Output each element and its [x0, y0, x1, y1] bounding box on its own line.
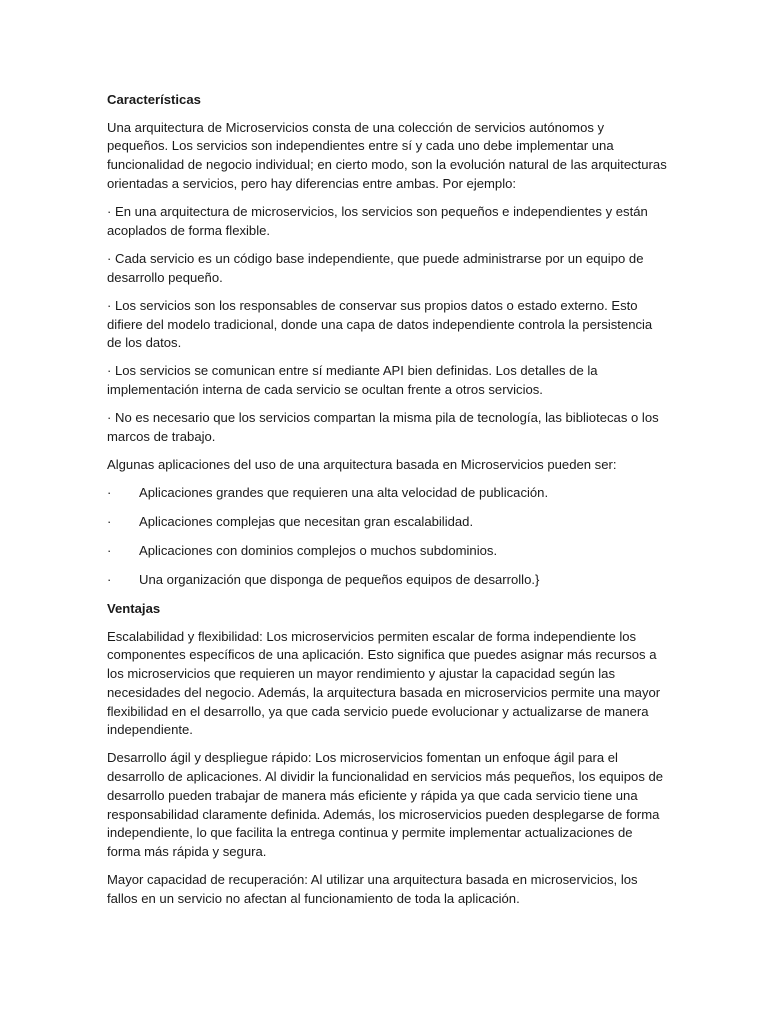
applications-intro: Algunas aplicaciones del uso de una arquitectura basada en Microservicios pueden ser:: [107, 457, 617, 473]
list-item-text: Una organización que disponga de pequeños equipos de desarrollo.}: [139, 572, 540, 588]
list-bullet: ·: [107, 485, 112, 501]
list-item-text: Aplicaciones complejas que necesitan gran escalabilidad.: [139, 514, 474, 530]
list-item: [107, 513, 667, 532]
advantage-paragraph: Mayor capacidad de recuperación: Al utilizar una arquitectura basada en microservicios, los fallos en un servicio no afectan al funcionamiento de toda la aplicación.: [107, 872, 638, 906]
bullet-paragraph: · Los servicios son los responsables de conservar sus propios datos o estado externo. Esto difiere del modelo tradicional, donde una capa de datos independiente controla la persistencia de los datos.: [107, 297, 653, 351]
intro-paragraph: Una arquitectura de Microservicios consta de una colección de servicios autónomos y pequeños. Los servicios son independientes entre sí y cada uno debe implementar una funcionalidad de negocio individual; en cierto modo, son la evolución natural de las arquitecturas orientadas a servicios, pero hay diferencias entre ambas. Por ejemplo:: [107, 119, 667, 191]
document-page: [107, 91, 667, 918]
bullet-paragraph: · Los servicios se comunican entre sí mediante API bien definidas. Los detalles de la implementación interna de cada servicio se ocultan frente a otros servicios.: [107, 363, 598, 398]
list-item-text: Aplicaciones grandes que requieren una alta velocidad de publicación.: [139, 485, 549, 501]
list-bullet: ·: [107, 572, 112, 588]
advantage-paragraph: Desarrollo ágil y despliegue rápido: Los microservicios fomentan un enfoque ágil para el desarrollo de aplicaciones. Al dividir la funcionalidad en servicios más pequeños, los equipos de desarrollo pueden trabajar de manera más eficiente y rápida ya que cada servicio tiene una responsabilidad claramente definida. Además, los microservicios pueden desplegarse de forma independiente, lo que facilita la entrega continua y permite implementar actualizaciones de forma más rápida y segura.: [107, 750, 664, 859]
list-bullet: ·: [107, 514, 112, 530]
bullet-paragraph: · No es necesario que los servicios compartan la misma pila de tecnología, las bibliotecas o los marcos de trabajo.: [107, 410, 659, 445]
list-item: [107, 571, 667, 590]
section-heading-ventajas: Ventajas: [107, 601, 161, 617]
list-item-text: Aplicaciones con dominios complejos o muchos subdominios.: [139, 543, 498, 559]
bullet-paragraph: · En una arquitectura de microservicios, los servicios son pequeños e independientes y están acoplados de forma flexible.: [107, 204, 648, 238]
list-item: [107, 484, 667, 503]
section-heading-caracteristicas: Características: [107, 92, 201, 107]
advantage-paragraph: Escalabilidad y flexibilidad: Los microservicios permiten escalar de forma independiente los componentes específicos de una aplicación. Esto significa que puedes asignar más recursos a los microservicios que requieren un mayor rendimiento y ajustar la capacidad según las necesidades del negocio. Además, la arquitectura basada en microservicios permite una mayor flexibilidad en el desarrollo, ya que cada servicio puede evolucionar y actualizarse de manera independiente.: [107, 628, 661, 738]
list-bullet: ·: [107, 543, 112, 559]
bullet-paragraph: · Cada servicio es un código base independiente, que puede administrarse por un equipo de desarrollo pequeño.: [107, 250, 644, 285]
list-item: [107, 542, 667, 561]
